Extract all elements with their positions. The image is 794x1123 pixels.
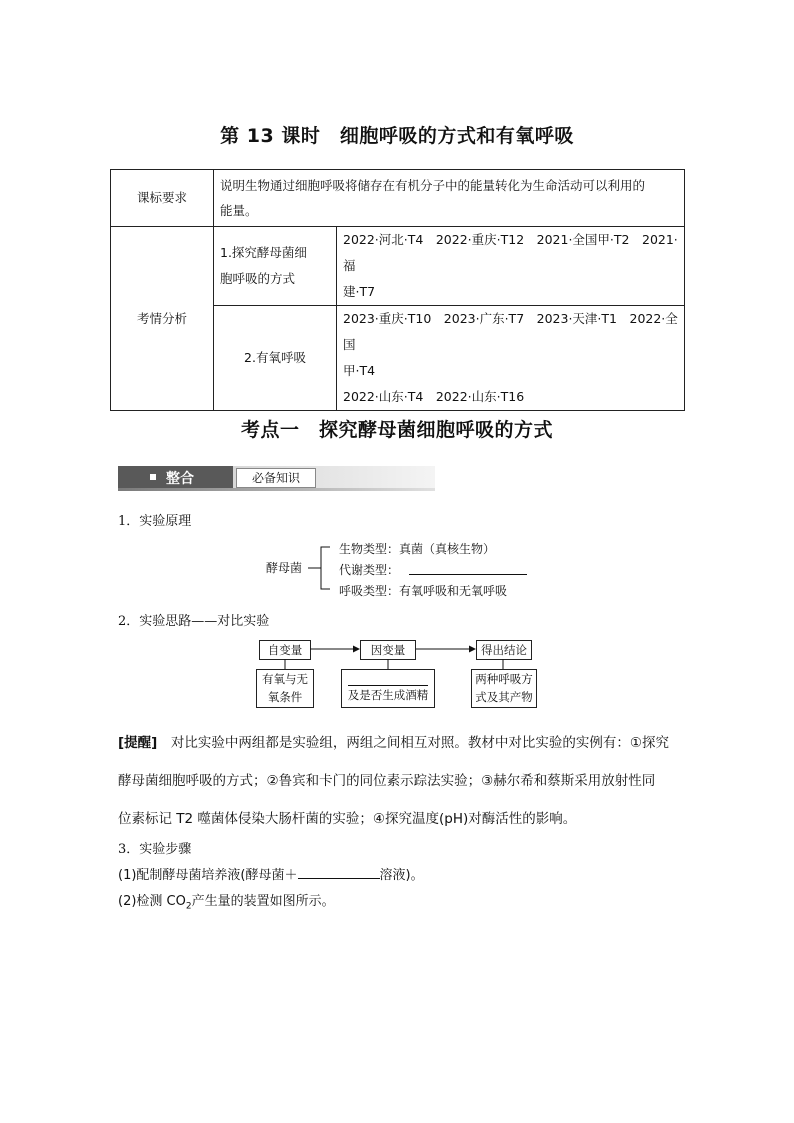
requirements-text-line2: 能量。 xyxy=(220,203,258,218)
section-title: 考点一 探究酵母菌细胞呼吸的方式 xyxy=(240,419,553,441)
step2-text-b: 产生量的装置如图所示。 xyxy=(191,894,335,909)
step2 xyxy=(118,890,686,912)
blank-line-glucose xyxy=(298,866,380,879)
flow-detail-dependent xyxy=(341,669,435,708)
badge-tag-label: 必备知识 xyxy=(236,468,316,488)
analysis-label: 考情分析 xyxy=(111,227,214,411)
brace-branch-2: 代谢类型： xyxy=(339,563,400,577)
note-paragraph xyxy=(118,724,686,838)
note-line3: 位素标记 T2 噬菌体侵染大肠杆菌的实验；④探究温度(pH)对酶活性的影响。 xyxy=(118,811,577,827)
flow-detail-independent-line1: 有氧与无 xyxy=(262,672,308,686)
item1-heading: 1．实验原理 xyxy=(118,514,192,529)
requirements-text-line1: 说明生物通过细胞呼吸将储存在有机分子中的能量转化为生命活动可以利用的 xyxy=(220,178,646,193)
flow-box-conclusion: 得出结论 xyxy=(476,640,532,660)
note-label: [提醒] xyxy=(118,735,158,751)
flow-detail-dependent-text: 及是否生成酒精 xyxy=(347,688,429,702)
step1 xyxy=(118,864,686,883)
brace-branch-1: 生物类型：真菌（真核生物） xyxy=(339,542,496,556)
topic1-line2: 胞呼吸的方式 xyxy=(220,271,296,286)
page-title: 第 13 课时 细胞呼吸的方式和有氧呼吸 xyxy=(220,125,574,147)
topic1-refs-line1: 2022·河北·T4 2022·重庆·T12 2021·全国甲·T2 2021·福 xyxy=(343,232,678,273)
flow-box-dependent: 因变量 xyxy=(360,640,416,660)
note-line2: 酵母菌细胞呼吸的方式；②鲁宾和卡门的同位素示踪法实验；③赫尔希和蔡斯采用放射性同 xyxy=(118,773,656,789)
note-line1: 对比实验中两组都是实验组，两组之间相互对照。教材中对比实验的实例有：①探究 xyxy=(157,735,669,751)
badge-main-label: 整合 xyxy=(166,471,194,487)
brace-root: 酵母菌 xyxy=(266,561,303,575)
flow-detail-conclusion-line2: 式及其产物 xyxy=(475,690,533,704)
flow-detail-independent xyxy=(256,669,314,708)
item3-heading: 3．实验步骤 xyxy=(118,842,192,857)
topic1-line1: 1.探究酵母菌细 xyxy=(220,245,307,260)
topic2-refs-line2: 甲·T4 xyxy=(343,363,376,378)
item2-heading: 2．实验思路——对比实验 xyxy=(118,614,270,629)
requirements-label: 课标要求 xyxy=(111,170,214,227)
topic2-refs-line1: 2023·重庆·T10 2023·广东·T7 2023·天津·T1 2022·全国 xyxy=(343,311,678,352)
step2-subscript: 2 xyxy=(185,901,192,912)
topic2-cell: 2.有氧呼吸 xyxy=(214,306,337,411)
topic1-refs-line2: 建·T7 xyxy=(343,284,376,299)
flow-detail-conclusion-line1: 两种呼吸方 xyxy=(475,672,533,686)
step1-text-a: (1)配制酵母菌培养液(酵母菌＋ xyxy=(118,868,298,883)
step2-text-a: (2)检测 CO xyxy=(118,894,186,909)
flow-detail-independent-line2: 氧条件 xyxy=(267,690,303,704)
step1-text-b: 溶液)。 xyxy=(379,868,424,883)
topic2-refs-line3: 2022·山东·T4 2022·山东·T16 xyxy=(343,389,525,404)
blank-line-dependent xyxy=(348,676,428,686)
brace-branch-3: 呼吸类型：有氧呼吸和无氧呼吸 xyxy=(339,584,508,598)
flow-box-independent: 自变量 xyxy=(259,640,311,660)
flow-detail-conclusion xyxy=(471,669,537,708)
